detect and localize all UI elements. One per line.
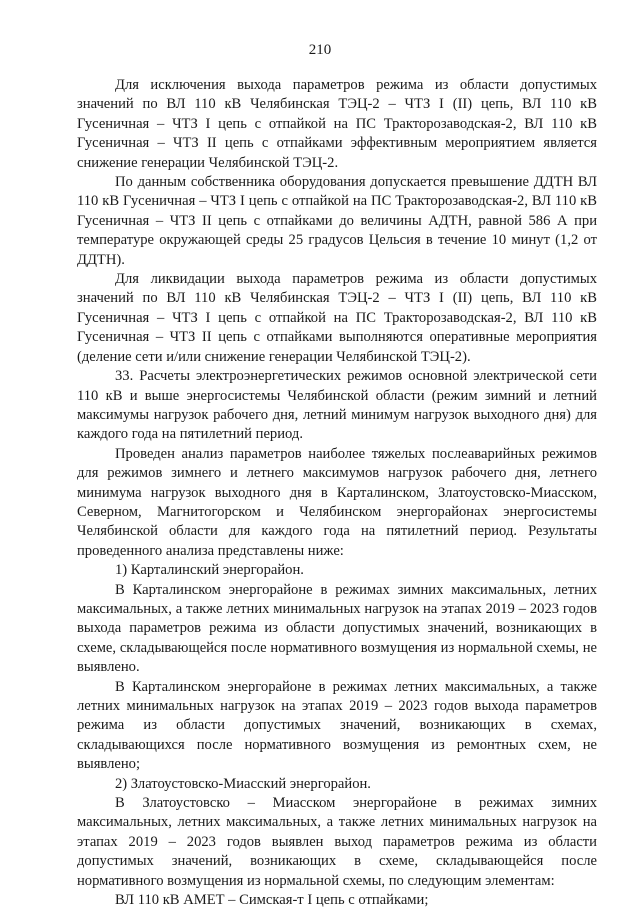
document-body (77, 76, 597, 910)
paragraph: Для ликвидации выхода параметров режима из области допустимых значений по ВЛ 110 кВ Челябинская ТЭЦ-2 – ЧТЗ I (II) цепь, ВЛ 110 кВ Гусеничная – ЧТЗ I цепь с отпайкой на ПС Тракторозаводская-2, ВЛ 110 кВ Гусеничная – ЧТЗ II цепь с отпайками выполняются оперативные мероприятия (деление сети и/или снижение генерации Челябинской ТЭЦ-2). (77, 271, 597, 365)
subsection-heading: 1) Карталинский энергорайон. (115, 562, 304, 579)
section-heading: 33. Расчеты электроэнергетических режимов основной электрической сети 110 кВ и выше энергосистемы Челябинской области (режим зимний и летний максимумы нагрузок рабочего дня, летний минимум нагрузок выходного дня) для каждого года на пятилетний период. (77, 368, 597, 443)
paragraph: В Карталинском энергорайоне в режимах зимних максимальных, летних максимальных, а также летних минимальных нагрузок на этапах 2019 – 2023 годов выхода параметров режима из области допустимых значений, возникающих в схеме, складывающейся после нормативного возмущения из нормальной схемы, не выявлено. (77, 581, 597, 676)
list-item: ВЛ 110 кВ АМЕТ – Симская-т I цепь с отпайками; (115, 892, 429, 909)
paragraph: В Златоустовско – Миасском энергорайоне в режимах зимних максимальных, летних максимальных, а также летних минимальных нагрузок на этапах 2019 – 2023 годов выявлен выход параметров режима из области допустимых значений, возникающих в схеме, складывающейся после нормативного возмущения из нормальной схемы, по следующим элементам: (77, 795, 597, 889)
paragraph: Проведен анализ параметров наиболее тяжелых послеаварийных режимов для режимов зимнего и летнего максимумов нагрузок рабочего дня, летнего минимума нагрузок выходного дня в Карталинском, Златоустовско-Миасском, Северном, Магнитогорском и Челябинском энергорайонах энергосистемы Челябинской области для каждого года на пятилетний период. Результаты проведенного анализа представлены ниже: (77, 445, 597, 559)
subsection-heading: 2) Златоустовско-Миасский энергорайон. (115, 775, 371, 792)
page-number: 210 (308, 42, 332, 58)
paragraph: По данным собственника оборудования допускается превышение ДДТН ВЛ 110 кВ Гусеничная – ЧТЗ I цепь с отпайкой на ПС Тракторозаводская-2, ВЛ 110 кВ Гусеничная – ЧТЗ II цепь с отпайками до величины АДТН, равной 586 А при температуре окружающей среды 25 градусов Цельсия в течение 10 минут (1,2 от ДДТН). (77, 174, 597, 268)
paragraph: Для исключения выхода параметров режима из области допустимых значений по ВЛ 110 кВ Челябинская ТЭЦ-2 – ЧТЗ I (II) цепь, ВЛ 110 кВ Гусеничная – ЧТЗ I цепь с отпайкой на ПС Тракторозаводская-2, ВЛ 110 кВ Гусеничная – ЧТЗ II цепь с отпайками эффективным мероприятием является снижение генерации Челябинской ТЭЦ-2. (77, 77, 597, 171)
paragraph: В Карталинском энергорайоне в режимах летних максимальных, а также летних минимальных нагрузок на этапах 2019 – 2023 годов выхода параметров режима из области допустимых значений, возникающих в схемах, складывающихся после нормативного возмущения из ремонтных схем, не выявлено; (77, 678, 597, 773)
